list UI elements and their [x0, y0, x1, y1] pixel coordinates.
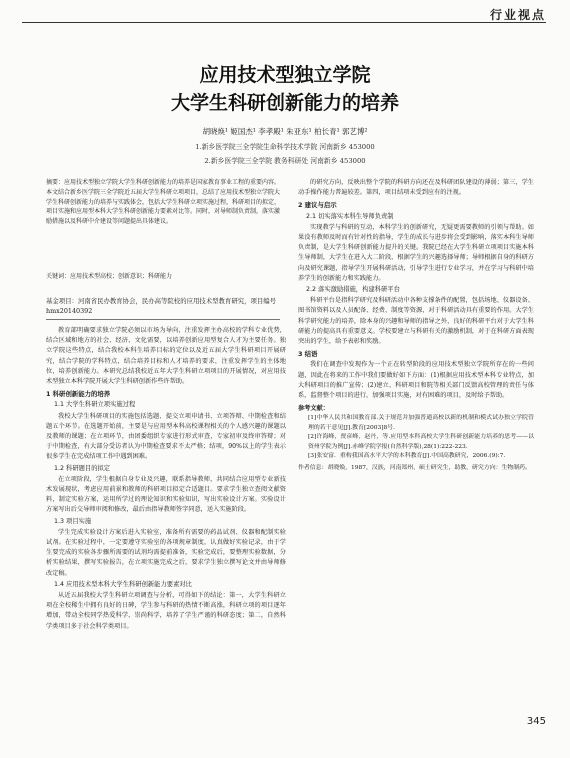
body-paragraph: 实现教学与科研的互动，本科学生的创新研究，无疑更需要教师的引领与帮助。如果没有教师及时而有针对性的指导，学生的成长与进步将会受到影响，落实本科生导师负责制，是大学生科研创新能力提升的关键。我院已经在大学生科研立项项目实施本科生导师制，大学生在进入大二阶段，根据学生的兴趣选择导师；导师根据自身的科研方向及研究课题，指导学生开展科研活动，引导学生进行专业学习，并在学习与科研中培养学生的创新能力和实践能力。	[298, 223, 534, 282]
left-column	[46, 326, 286, 632]
author-list: 胡晓焕¹ 姬国杰¹ 李孝殿¹ 朱亚东¹ 柏长青¹ 郭艺博²	[202, 127, 368, 136]
reference-item: [3]张安富．重构我国高水平大学的本科教育[J].中国高教研究，2006.(9):7.	[308, 453, 506, 460]
subsection-heading: 1.1 大学生科研立项实施过程	[54, 401, 136, 409]
section-heading: 2 建议与启示	[298, 201, 337, 210]
page-number: 345	[526, 716, 546, 727]
subsection-heading: 1.2 科研题目的拟定	[54, 464, 111, 472]
body-paragraph: 从近五届我校大学生科研立项调查与分析，可得如下的结论：第一，大学生科研立项在全校稀生中拥有良好的日碑，学生参与科研的热情不断高涨，科研立项的项目逐年增加，带动全校同学热爱科学、崇尚科学，培养了学生严谨的科研态度；第二，自然科学类项目多于社会科学类项目。	[46, 592, 286, 630]
subsection-heading: 2.1 切实落实本科生导师负责制	[306, 212, 394, 220]
right-column	[298, 178, 534, 473]
keywords: 关键词：应用技术型高校；创新意识；科研能力	[46, 273, 173, 280]
fund-note: 基金项目：河南省民办教育协会，民办高等院校的应用技术型教育研究，项目编号hmx20140392	[46, 296, 280, 320]
body-paragraph: 我校大学生科研项目的实施包括选题、提交立项申请书、立项答辩、中期检查和结题五个环节。在选题开始前，主要是与应用型本科高校课程相关的个人感兴趣的课题以及教师的课题；在立项环节，由团委组织专家进行形式审查，专家初审及终审答辩；对于中期检查，有大部分受访者认为中期检查要求不太严格；结项，90%以上的学生表示很多学生在完成结项工作中遇到困难。	[46, 412, 286, 461]
header-rule	[22, 22, 546, 23]
body-paragraph: 教育部明确要求独立学院必须以市场为导向，注重发挥主办高校的学科专业优势，结合区域和地方的社会、经济、文化需要，以培养创新应用型复合人才为主要任务。独立学院这些特点，结合我校本科生培养目标的定位以及近五届大学生科研项目开展研究，结合学院的学科特点，结合培养目标和人才培养的要求，注重发挥学生的主体地位，培养创新能力。本研究总结我校近五年大学生科研立项项目的开展情况，对应用技术型独立本科学院开展大学生科研创新作些许帮助。	[46, 327, 286, 386]
body-paragraph: 学生完成实验设计方案后进入实验室，准备所有需要的药品试剂、仪器和配制实验试剂。在实验过程中，一定要遵守实验室的各项规章制度，认真做好实验记录，由于学生要完成的实验各步骤所需要的试剂均需提前准备，实验完成后，要整理实验数据，分析实验结果，撰写实验报告，在立项实施完成之后，要求学生独立撰写论文并由导师修改定稿。	[46, 528, 286, 577]
reference-item: [1]中华人民共和国教育部.关于规范并加强普通高校以新的机制和模式试办独立学院管理的若干意见[J].教育[2003]8号.	[308, 415, 534, 431]
paper-title-line2: 大学生科研创新能力的培养	[170, 92, 399, 114]
abstract: 摘要：应用技术型独立学院大学生科研创新能力的培养是国家教育事业工程的重要内容。本文结合新乡医学院三全学院近五届大学生科研立项项目，总结了应用技术型独立学院大学生科研创新能力的培养与实践体会，包括大学生科研立项实施过程，科研项目的拟定，项目实施和应用型本科大学生科研创新能力要素对比等。同时，对导师制负责制，落实激励措施以及科研中介建设等问题提出具体建议。	[46, 179, 281, 226]
subsection-heading: 1.3 项目实施	[54, 517, 92, 525]
body-paragraph: 的研究方向，反映出整个学院的科研方向还在及科研团队建设的薄弱；第三，学生动手操作能力普遍较差。第四，项目结项未受到应有的注视。	[298, 179, 534, 197]
paper-title-line1: 应用技术型独立学院	[199, 64, 371, 86]
body-paragraph: 我们在调查中发现作为一个正在转型阶段的应用技术型独立学院所存在的一些问题，因此在将来的工作中我们要做好如下方面：(1)根据应用技术型本科专业特点，加大科研项目的推广宣传；(2)建立、科研项目和院等相关部门反馈高校管理的责任与体系，监督整个项目的进行，加强项目实施，对有困难的项目，及时给予帮助。	[298, 361, 534, 400]
body-paragraph: 科研平台是指科学研究及科研活动中各种支撑条件的配置，包括场地、仪器设备、图书馆资料以及人员配备、经费、制度等资源，对于科研活动具有重要的作用。大学生科学研究能力的培养，除本身的兴趣和导师的指导之外，良好的科研平台对于大学生科研能力的提高具有重要意义。学校要建立与科研有关的激励机制，对于在科研方面表现突出的学生，给予表彰和奖励。	[298, 297, 534, 346]
section-tag: 行业视点	[489, 8, 546, 22]
body-paragraph: 在立项阶段，学生根据自身专业及兴趣，联系指导教师，共同结合应用型专业新技术发展现状，考虑应用前景和教师的科研项目拟定合适题目。要求学生独立查阅文献资料，制定实验方案，运用所学过的理论知识和实验知识，写出实验设计方案。实验设计方案写出后交导师审阅和修改，最后由指导教师签字同意，送入实施阶段。	[46, 475, 286, 514]
section-heading: 3 结语	[298, 350, 318, 359]
references-heading: 参考文献：	[298, 405, 329, 413]
author-bio: 作者信息：胡晓焕，1987，汉族，河南郑州，硕士研究生，助教，研究方向：生物制药。	[298, 464, 531, 471]
reference-item: [2]许海峰，贾彦峰，赵丹，等.应用型本科高校大学生科研创新能力培养的思考——以资州学院为例[J].赤峰学院学报(自然科学版),28(1):222-223.	[308, 434, 534, 450]
affiliation-2: 2.新乡医学院三全学院 教务科研处 河南新乡 453000	[204, 157, 366, 165]
section-heading: 1 科研创新能力的培养	[46, 390, 111, 399]
subsection-heading: 2.2 落实激励措施，构建科研平台	[306, 286, 400, 294]
affiliation-1: 1.新乡医学院三全学院生命科学技术学院 河南新乡 453000	[195, 143, 375, 151]
subsection-heading: 1.4 应用技术型本科大学生科研创新能力要素对比	[54, 580, 192, 588]
